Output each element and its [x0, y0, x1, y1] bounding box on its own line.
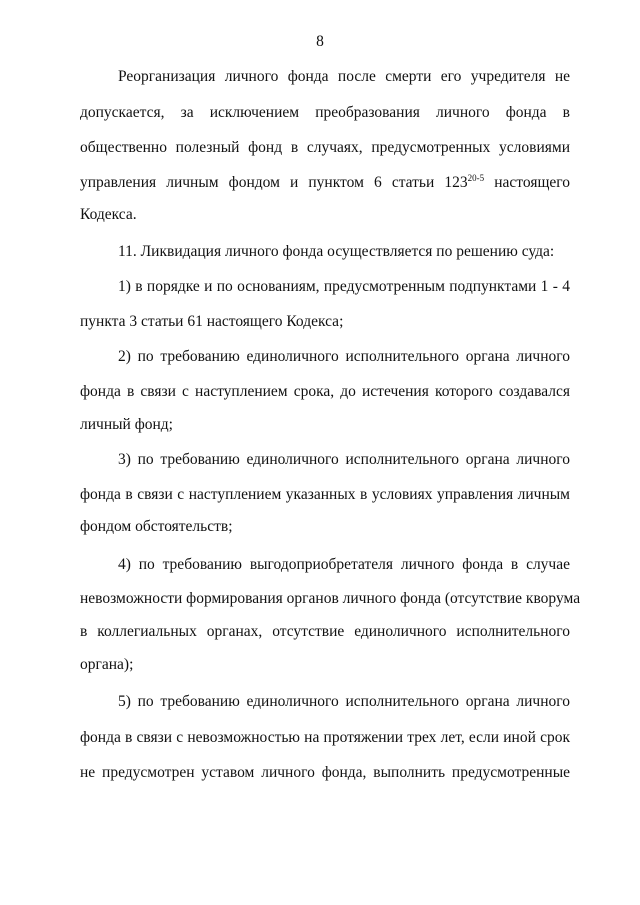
text-line: фонда в связи с невозможностью на протяжении трех лет, если иной срок [80, 729, 570, 746]
text-line: фондом обстоятельств; [80, 518, 233, 535]
text-line: 4) по требованию выгодоприобретателя личного фонда в случае [118, 556, 570, 573]
text-line: не предусмотрен уставом личного фонда, выполнить предусмотренные [80, 764, 570, 781]
text-fragment: настоящего [484, 174, 570, 191]
text-line: фонда в связи с наступлением указанных в условиях управления личным [80, 486, 570, 503]
text-line: 1) в порядке и по основаниям, предусмотренным подпунктами 1 - 4 [118, 278, 570, 295]
text-line: пункта 3 статьи 61 настоящего Кодекса; [80, 313, 344, 330]
text-line: 5) по требованию единоличного исполнительного органа личного [118, 693, 570, 710]
text-line: общественно полезный фонд в случаях, предусмотренных условиями [80, 139, 570, 156]
text-line-with-superscript [80, 173, 570, 193]
text-line: невозможности формирования органов личного фонда (отсутствие кворума [80, 590, 581, 607]
text-line: 3) по требованию единоличного исполнительного органа личного [118, 451, 570, 468]
page-number: 8 [316, 33, 324, 50]
article-superscript: 20-5 [467, 173, 485, 183]
text-line: 2) по требованию единоличного исполнительного органа личного [118, 348, 570, 365]
text-fragment: управления личным фондом и пунктом 6 статьи 123 [80, 174, 468, 191]
text-line: фонда в связи с наступлением срока, до истечения которого создавался [80, 383, 570, 400]
text-line: личный фонд; [80, 416, 173, 433]
text-line: Кодекса. [80, 206, 137, 223]
text-line: допускается, за исключением преобразования личного фонда в [80, 104, 570, 121]
text-line: органа); [80, 656, 134, 673]
text-line: 11. Ликвидация личного фонда осуществляется по решению суда: [118, 243, 555, 260]
text-line: в коллегиальных органах, отсутствие единоличного исполнительного [80, 623, 570, 640]
text-line: Реорганизация личного фонда после смерти его учредителя не [118, 68, 570, 85]
